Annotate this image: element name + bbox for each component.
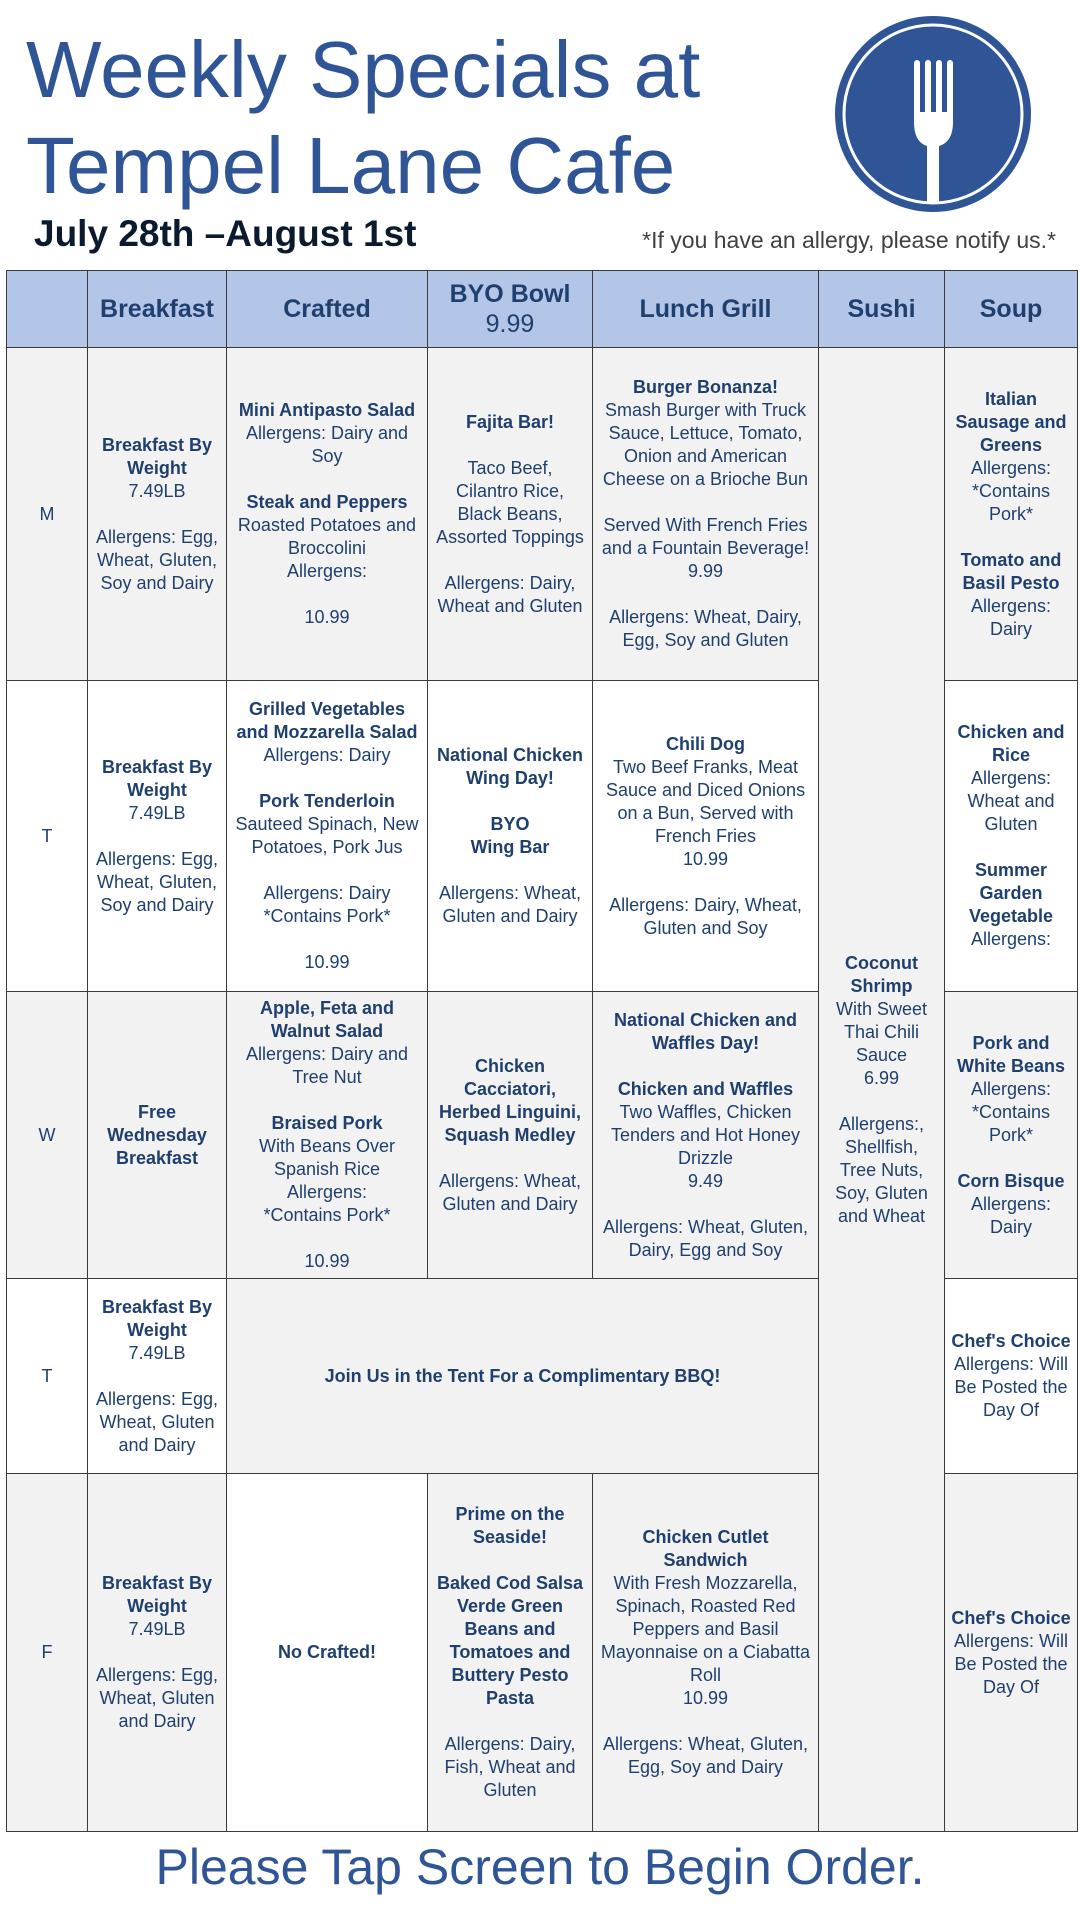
monday-breakfast <box>88 348 227 681</box>
item-allergens: Allergens: Dairy, Fish, Wheat and Gluten <box>444 1734 576 1800</box>
item-allergens: Allergens: Egg, Wheat, Gluten and Dairy <box>95 1388 219 1455</box>
thursday-breakfast <box>88 1279 227 1474</box>
item-desc: With Beans Over Spanish Rice <box>258 1136 396 1179</box>
item-name: Tomato and Basil Pesto <box>960 549 1062 593</box>
col-byo-bowl <box>428 271 593 348</box>
item-name: National Chicken Wing Day! <box>436 745 584 788</box>
fork-icon <box>835 16 1031 212</box>
thursday-event: Join Us in the Tent For a Complimentary BBQ! <box>227 1279 819 1474</box>
title-line-1: Weekly Specials at <box>26 25 701 114</box>
item-allergens: Allergens: Dairy <box>263 745 391 765</box>
date-range: July 28th –August 1st <box>34 213 417 254</box>
item-name: Pork and White Beans <box>956 1032 1066 1076</box>
item-name: No Crafted! <box>278 1642 376 1662</box>
item-name: Chef's Choice <box>951 1607 1071 1628</box>
item-name: Chicken Cutlet Sandwich <box>642 1527 769 1570</box>
item-name: Steak and Peppers <box>246 492 408 512</box>
day-label: W <box>7 992 88 1279</box>
item-price: 7.49LB <box>128 1342 186 1363</box>
friday-breakfast <box>88 1474 227 1832</box>
item-name: Free Wednesday Breakfast <box>107 1101 207 1168</box>
tuesday-breakfast <box>88 681 227 992</box>
item-desc: Sauteed Spinach, New Potatoes, Pork Jus <box>235 814 419 857</box>
byo-label: BYO Bowl <box>449 280 571 308</box>
item-allergens: Allergens: Dairy, Wheat and Gluten <box>437 572 583 616</box>
item-name: Grilled Vegetables and Mozzarella Salad <box>236 699 418 742</box>
item-allergens: Allergens: Dairy <box>263 883 391 903</box>
item-name: Chef's Choice <box>951 1331 1071 1351</box>
item-allergens: Allergens: <box>286 561 368 581</box>
item-name: Chicken Cacciatori, Herbed Linguini, Squash Medley <box>439 1055 581 1145</box>
item-name: Burger Bonanza! <box>632 377 778 397</box>
item-allergens: Allergens: Will Be Posted the Day Of <box>953 1354 1069 1420</box>
item-desc: With Sweet Thai Chili Sauce <box>835 998 928 1065</box>
item-price: 9.49 <box>687 1170 724 1191</box>
wednesday-soup <box>945 992 1078 1279</box>
item-desc: Served With French Fries and a Fountain Beverage! <box>601 515 810 558</box>
day-label: T <box>7 1279 88 1474</box>
day-label: F <box>7 1474 88 1832</box>
item-name: Italian Sausage and Greens <box>955 388 1067 455</box>
item-name: Baked Cod Salsa Verde Green Beans and Tomatoes and Buttery Pesto Pasta <box>436 1573 584 1708</box>
item-name: Breakfast By Weight <box>101 1573 213 1616</box>
friday-grill <box>593 1474 819 1832</box>
item-desc: Taco Beef, Cilantro Rice, Black Beans, Assorted Toppings <box>436 457 584 547</box>
item-price: 6.99 <box>863 1067 900 1088</box>
item-allergens: Allergens: *Contains Pork* <box>970 457 1052 524</box>
item-price: 7.49LB <box>128 1619 186 1639</box>
item-price: 9.99 <box>687 561 724 581</box>
title-line-2: Tempel Lane Cafe <box>26 121 676 210</box>
item-allergens: Allergens:, Shellfish, Tree Nuts, Soy, Gluten and Wheat <box>835 1113 928 1226</box>
item-name: Braised Pork <box>271 1113 383 1133</box>
day-label: T <box>7 681 88 992</box>
item-name: Fajita Bar! <box>465 411 555 432</box>
item-allergens: Allergens: *Contains Pork* <box>970 1078 1052 1145</box>
item-price: 7.49LB <box>128 802 186 823</box>
byo-price: 9.99 <box>485 310 535 338</box>
col-soup: Soup <box>945 271 1078 348</box>
item-allergens: Allergens: Wheat, Gluten, Dairy, Egg and Soy <box>602 1216 809 1260</box>
header-row <box>7 271 1078 348</box>
wednesday-crafted <box>227 992 428 1279</box>
wednesday-breakfast <box>88 992 227 1279</box>
item-allergens: Allergens: Will Be Posted the Day Of <box>953 1630 1069 1697</box>
item-name: Mini Antipasto Salad <box>238 400 416 420</box>
col-sushi: Sushi <box>819 271 945 348</box>
item-price: 10.99 <box>682 1688 729 1708</box>
page-title <box>26 22 746 214</box>
item-allergens: Allergens: Egg, Wheat, Gluten and Dairy <box>95 1665 219 1731</box>
friday-crafted <box>227 1474 428 1832</box>
item-name: Apple, Feta and Walnut Salad <box>259 998 394 1041</box>
item-allergens: Allergens: <box>970 929 1052 949</box>
item-allergens: Allergens: Dairy <box>970 595 1052 639</box>
item-price: 10.99 <box>304 607 350 627</box>
col-lunch-grill: Lunch Grill <box>593 271 819 348</box>
item-name: Summer Garden Vegetable <box>968 860 1054 926</box>
allergy-note: *If you have an allergy, please notify us.* <box>642 227 1056 253</box>
item-name: National Chicken and Waffles Day! <box>613 1009 798 1053</box>
item-desc: Two Waffles, Chicken Tenders and Hot Honey Drizzle <box>610 1101 801 1168</box>
thursday-soup <box>945 1279 1078 1474</box>
item-name: Breakfast By Weight <box>101 756 213 800</box>
item-name: Prime on the Seaside! <box>455 1504 565 1547</box>
tuesday-crafted <box>227 681 428 992</box>
monday-grill <box>593 348 819 681</box>
item-desc: Roasted Potatoes and Broccolini <box>237 515 417 558</box>
friday-soup <box>945 1474 1078 1832</box>
col-breakfast: Breakfast <box>88 271 227 348</box>
tuesday-byo <box>428 681 593 992</box>
weekly-menu-table <box>6 270 1078 1832</box>
tuesday-grill <box>593 681 819 992</box>
item-price: 10.99 <box>304 952 350 972</box>
item-name: Chili Dog <box>666 733 745 754</box>
monday-soup <box>945 348 1078 681</box>
item-allergens: Allergens: Dairy <box>970 1193 1052 1237</box>
item-allergens: Allergens: Dairy and Soy <box>245 423 409 466</box>
item-desc: Smash Burger with Truck Sauce, Lettuce, Tomato, Onion and American Cheese on a Brioche Bun <box>602 400 809 489</box>
item-name: Breakfast By Weight <box>101 434 213 478</box>
tuesday-soup <box>945 681 1078 992</box>
item-price: 7.49LB <box>128 480 186 501</box>
tap-to-begin-prompt[interactable]: Please Tap Screen to Begin Order. <box>155 1839 925 1895</box>
item-desc: Two Beef Franks, Meat Sauce and Diced Onions on a Bun, Served with French Fries <box>605 756 806 846</box>
item-name: Breakfast By Weight <box>101 1296 213 1340</box>
item-note: *Contains Pork* <box>263 906 391 926</box>
item-price: 10.99 <box>682 848 729 869</box>
item-allergens: Allergens: Wheat and Gluten <box>967 768 1055 834</box>
item-allergens: Allergens: Wheat, Gluten, Egg, Soy and Dairy <box>602 1734 809 1777</box>
row-monday <box>7 348 1078 681</box>
item-allergens: Allergens: Wheat, Gluten and Dairy <box>438 1170 582 1214</box>
sushi-cell <box>819 348 945 1832</box>
item-allergens: Allergens: Dairy and Tree Nut <box>245 1044 409 1087</box>
item-name: Pork Tenderloin <box>259 791 395 811</box>
item-name: BYO <box>490 814 530 834</box>
item-name: Coconut Shrimp <box>845 952 918 996</box>
item-name: Chicken and Rice <box>957 722 1065 765</box>
item-name: Corn Bisque <box>957 1170 1065 1191</box>
item-allergens: Allergens: Egg, Wheat, Gluten, Soy and Dairy <box>95 526 219 593</box>
monday-crafted <box>227 348 428 681</box>
item-name: Chicken and Waffles <box>617 1078 794 1099</box>
item-allergens: Allergens: Wheat, Dairy, Egg, Soy and Gluten <box>609 607 802 650</box>
day-label: M <box>7 348 88 681</box>
item-allergens: Allergens: Dairy, Wheat, Gluten and Soy <box>609 894 802 938</box>
item-name: Wing Bar <box>470 837 550 857</box>
item-desc: With Fresh Mozzarella, Spinach, Roasted Red Peppers and Basil Mayonnaise on a Ciabatta Roll <box>600 1573 811 1685</box>
item-price: 10.99 <box>304 1251 350 1271</box>
wednesday-byo <box>428 992 593 1279</box>
item-allergens: Allergens: <box>286 1182 368 1202</box>
friday-byo <box>428 1474 593 1832</box>
monday-byo <box>428 348 593 681</box>
item-allergens: Allergens: Wheat, Gluten and Dairy <box>438 883 582 926</box>
item-note: *Contains Pork* <box>263 1205 391 1225</box>
col-crafted: Crafted <box>227 271 428 348</box>
wednesday-grill <box>593 992 819 1279</box>
item-allergens: Allergens: Egg, Wheat, Gluten, Soy and Dairy <box>95 848 219 915</box>
corner-cell <box>7 271 88 348</box>
